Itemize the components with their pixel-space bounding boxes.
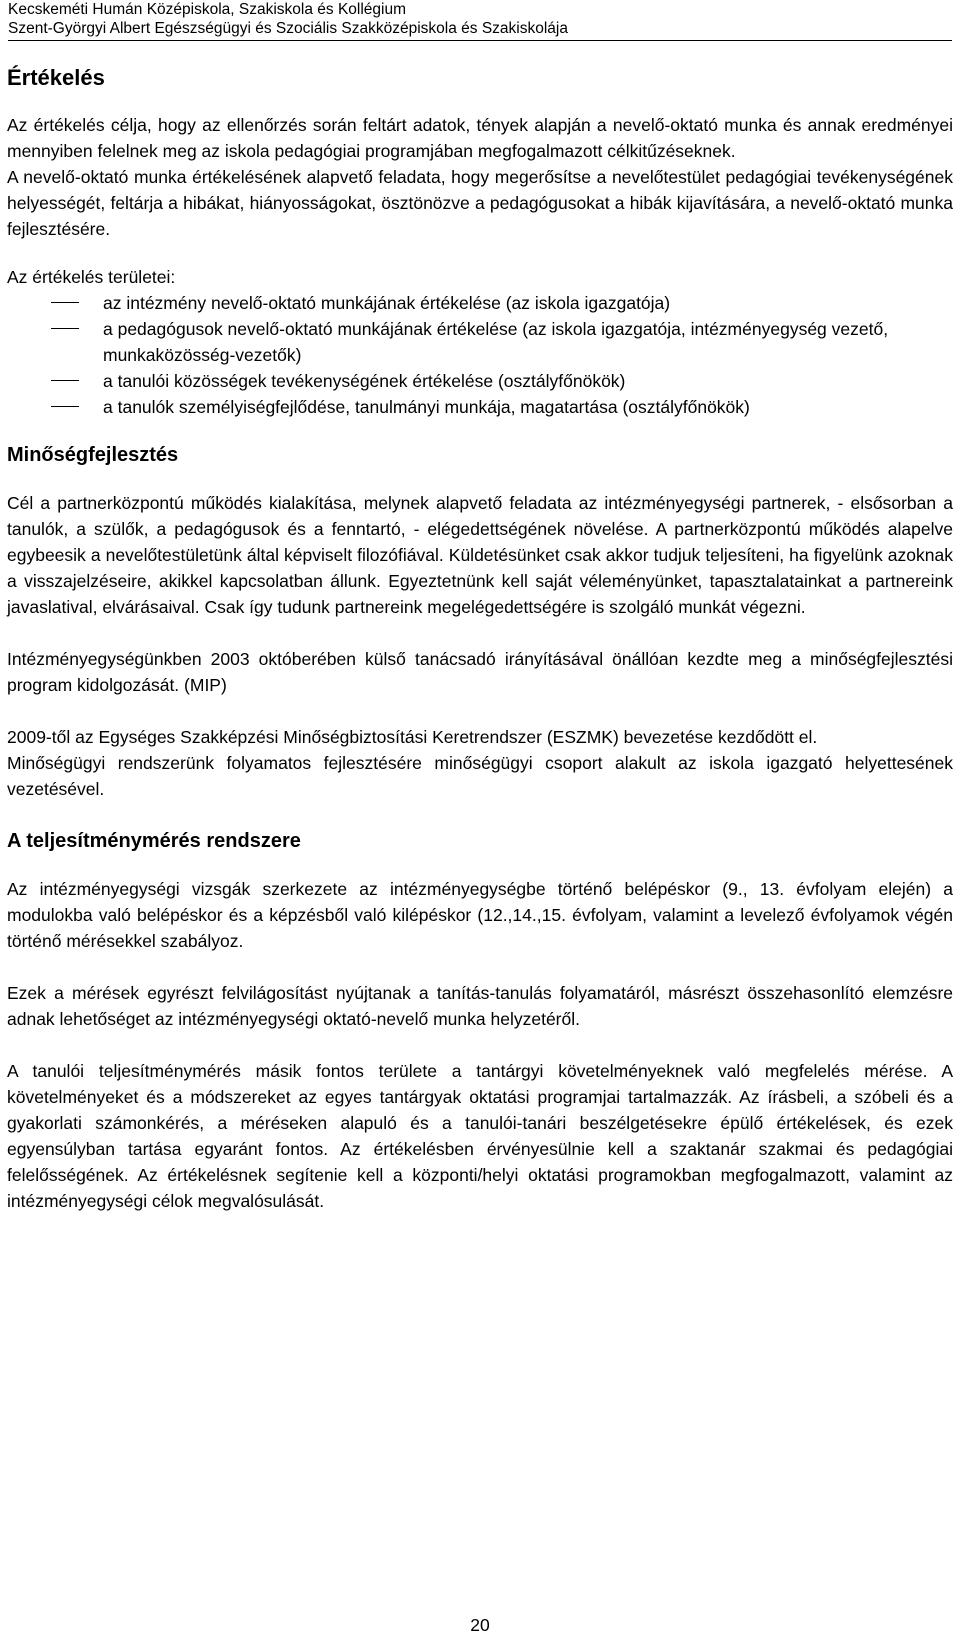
- ertekeles-areas-intro: Az értékelés területei:: [7, 267, 176, 287]
- list-item: [7, 368, 953, 394]
- list-item-text: a pedagógusok nevelő-oktató munkájának értékelése (az iskola igazgatója, intézményegység vezető, munkaközösség-vezetők): [103, 319, 889, 365]
- teljesitmenymeres-paragraph-2: Ezek a mérések egyrészt felvilágosítást nyújtanak a tanítás-tanulás folyamatáról, másrészt összehasonlító elemzésre adnak lehetőséget az intézményegységi oktató-nevelő munka helyzetéről.: [7, 983, 953, 1029]
- list-item-text: a tanulók személyiségfejlődése, tanulmányi munkája, magatartása (osztályfőnökök): [103, 397, 750, 417]
- minosegfejlesztes-paragraph-3: 2009-től az Egységes Szakképzési Minőségbiztosítási Keretrendszer (ESZMK) bevezetése kezdődött el.: [7, 727, 818, 747]
- list-item: [7, 394, 953, 420]
- list-item: [7, 316, 953, 368]
- ertekeles-paragraph-2: A nevelő-oktató munka értékelésének alapvető feladata, hogy megerősítse a nevelőtestület pedagógiai tevékenységének helyességét, feltárja a hibákat, hiányosságokat, ösztönözve a pedagógusokat a hibák kijavítására, a nevelő-oktató munka fejlesztésére.: [7, 167, 953, 239]
- section-title-ertekeles: Értékelés: [7, 65, 105, 90]
- dash-bullet-icon: [51, 328, 79, 329]
- list-item-text: a tanulói közösségek tevékenységének értékelése (osztályfőnökök): [103, 371, 626, 391]
- dash-bullet-icon: [51, 406, 79, 407]
- header-school-name: Kecskeméti Humán Középiskola, Szakiskola és Kollégium: [8, 1, 407, 18]
- section-title-minosegfejlesztes: Minőségfejlesztés: [7, 444, 179, 466]
- teljesitmenymeres-paragraph-3: A tanulói teljesítménymérés másik fontos területe a tantárgyi követelményeknek való megfelelés mérése. A követelményeket és a módszereket az egyes tantárgyak oktatási programjai tartalmazzák. Az írásbeli, a szóbeli és a gyakorlati számonkérés, a méréseken alapuló és a tanulói-tanári beszélgetésekre épülő értékelések, és ezek egyensúlyban tartása egyaránt fontos. Az értékelésben érvényesülnie kell a szaktanár szakmai és pedagógiai felelősségének. Az értékelésnek segítenie kell a központi/helyi oktatási programokban megfogalmazott, valamint az intézményegységi célok megvalósulását.: [7, 1061, 953, 1211]
- page-header: [8, 0, 952, 41]
- section-title-teljesitmenymeres: A teljesítménymérés rendszere: [7, 830, 301, 852]
- dash-bullet-icon: [51, 380, 79, 381]
- minosegfejlesztes-paragraph-2: Intézményegységünkben 2003 októberében külső tanácsadó irányításával önállóan kezdte meg a minőségfejlesztési program kidolgozását. (MIP): [7, 649, 953, 695]
- page-number: 20: [470, 1615, 490, 1635]
- teljesitmenymeres-paragraph-1: Az intézményegységi vizsgák szerkezete az intézményegységbe történő belépéskor (9., 13. évfolyam elején) a modulokba való belépéskor és a képzésből való kilépéskor (12.,14.,15. évfolyam, valamint a levelező évfolyamok végén történő mérésekkel szabályoz.: [7, 879, 953, 951]
- header-school-subname: Szent-Györgyi Albert Egészségügyi és Szociális Szakközépiskola és Szakiskolája: [8, 20, 568, 37]
- minosegfejlesztes-paragraph-1: Cél a partnerközpontú működés kialakítása, melynek alapvető feladata az intézményegységi partnerek, - elsősorban a tanulók, a szülők, a pedagógusok és a fenntartó, - elégedettségének növelése. A partnerközpontú működés alapelve egybeesik a nevelőtestületünk által képviselt filozófiával. Küldetésünket csak akkor tudjuk teljesíteni, ha figyelünk azoknak a visszajelzéseire, akikkel kapcsolatban állunk. Egyeztetnünk kell saját véleményünket, tapasztalatainkat a partnereink javaslatival, elvárásaival. Csak így tudunk partnereink megelégedettségére is szolgáló munkát végezni.: [7, 493, 953, 617]
- ertekeles-paragraph-1: Az értékelés célja, hogy az ellenőrzés során feltárt adatok, tények alapján a nevelő-oktató munka és annak eredményei mennyiben felelnek meg az iskola pedagógiai programjában megfogalmazott célkitűzéseknek.: [7, 115, 953, 161]
- document-body: [7, 62, 953, 1214]
- list-item: [7, 290, 953, 316]
- ertekeles-areas-list: [7, 290, 953, 420]
- list-item-text: az intézmény nevelő-oktató munkájának értékelése (az iskola igazgatója): [103, 293, 671, 313]
- minosegfejlesztes-paragraph-4: Minőségügyi rendszerünk folyamatos fejlesztésére minőségügyi csoport alakult az iskola igazgató helyettesének vezetésével.: [7, 753, 953, 799]
- dash-bullet-icon: [51, 302, 79, 303]
